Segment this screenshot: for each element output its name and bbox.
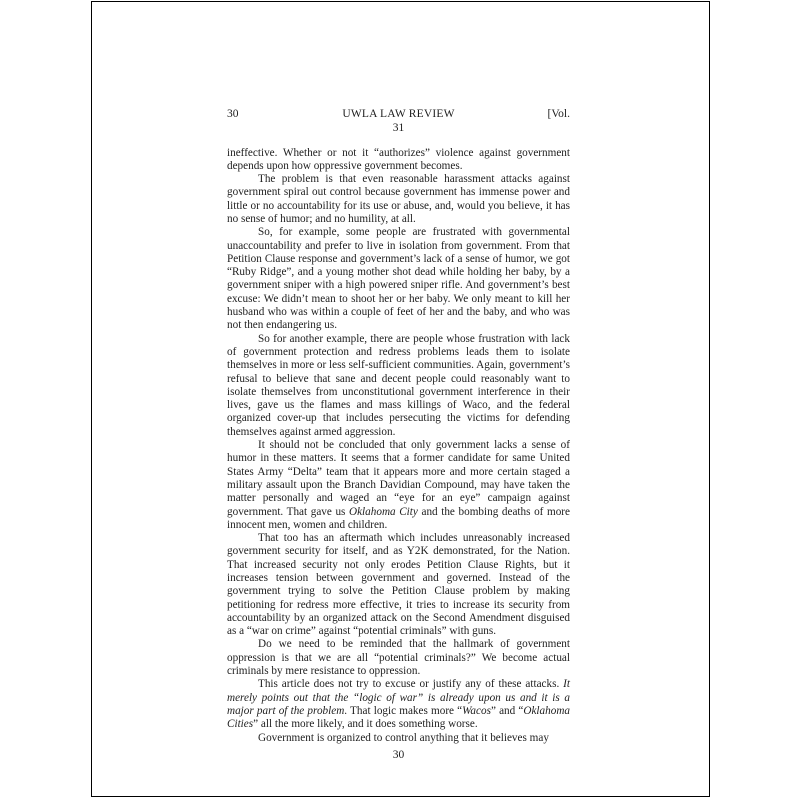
text-run: and the bombing deaths of more innocent men, women and children. — [227, 505, 570, 531]
text-run: . That logic makes more “ — [344, 704, 463, 717]
paragraph — [227, 147, 570, 174]
text-run: So, for example, some people are frustrated with governmental unaccountability and prefer to live in isolation from government. From that Petition Clause response and government’s lack of a sense of humor, we got “Ruby Ridge”, and a young mother shot dead while holding her baby, by a government sniper with a high powered sniper rifle. And government’s best excuse: We didn’t mean to shoot her or her baby. We only meant to kill her husband who was within a couple of feet of her and the baby, and who was not then endangering us. — [227, 226, 570, 332]
footer-page-number: 30 — [392, 749, 405, 761]
header-volume-prefix: [Vol. — [547, 108, 570, 120]
running-header — [227, 108, 570, 135]
italic-text-run: Oklahoma Cities — [227, 704, 570, 731]
header-volume-number: 31 — [392, 121, 405, 134]
paragraph — [227, 439, 570, 532]
paragraph — [227, 226, 570, 332]
paragraph — [227, 532, 570, 638]
paragraph — [227, 173, 570, 226]
paragraph — [227, 638, 570, 678]
page-content — [227, 0, 570, 761]
paragraph — [227, 333, 570, 439]
italic-text-run: It merely points out that the “logic of war” is already upon us and it is a major part of the problem — [227, 678, 570, 717]
text-run: ineffective. Whether or not it “authorizes” violence against government depends upon how oppressive government becomes. — [227, 146, 570, 172]
text-run: That too has an aftermath which includes unreasonably increased government security for itself, and as Y2K demonstrated, for the Nation. That increased security not only erodes Petition Clause Rights, but it increases tension between government and governed. Instead of the government trying to solve the Petition Clause problem by making petitioning for redress more effective, it tries to increase its security from accountability by an organized attack on the Second Amendment disguised as a “war on crime” against “potential criminals” with guns. — [227, 532, 570, 638]
text-run: This article does not try to excuse or justify any of these attacks. — [258, 678, 564, 691]
header-page-number: 30 — [227, 108, 239, 120]
text-run: Do we need to be reminded that the hallmark of government oppression is that we are all “potential criminals?” We become actual criminals by mere resistance to oppression. — [227, 638, 570, 678]
header-journal-title: UWLA LAW REVIEW — [342, 108, 455, 120]
paragraph — [227, 678, 570, 731]
text-run: It should not be concluded that only government lacks a sense of humor in these matters. It seems that a former candidate for same United States Army “Delta” team that it appears more and more certain staged a military assault upon the Branch Davidian Compound, may have taken the matter personally and waged an “eye for an eye” campaign against government. That gave us — [227, 439, 570, 518]
italic-text-run: Oklahoma City — [349, 505, 418, 518]
text-run: So for another example, there are people whose frustration with lack of government protection and redress problems leads them to isolate themselves in more or less self-sufficient communities. Again, government’s refusal to believe that sane and decent people could reasonably want to isolate themselves from unconstitutional government interference in their lives, gave us the flames and mass killings of Waco, and the federal organized cover-up that includes persecuting the victims for defending themselves against armed aggression. — [227, 332, 570, 438]
text-run: ” and “ — [490, 704, 524, 717]
header-line — [227, 108, 570, 121]
paragraph — [227, 732, 570, 745]
text-run: ” all the more likely, and it does something worse. — [253, 718, 478, 731]
article-body — [227, 147, 570, 745]
text-run: The problem is that even reasonable harassment attacks against government spiral out control because government has immense power and little or no accountability for its use or abuse, and, would you believe, it has no sense of humor; and no humility, at all. — [227, 173, 570, 225]
text-run: Government is organized to control anything that it believes may — [258, 731, 549, 744]
italic-text-run: Wacos — [462, 704, 491, 717]
